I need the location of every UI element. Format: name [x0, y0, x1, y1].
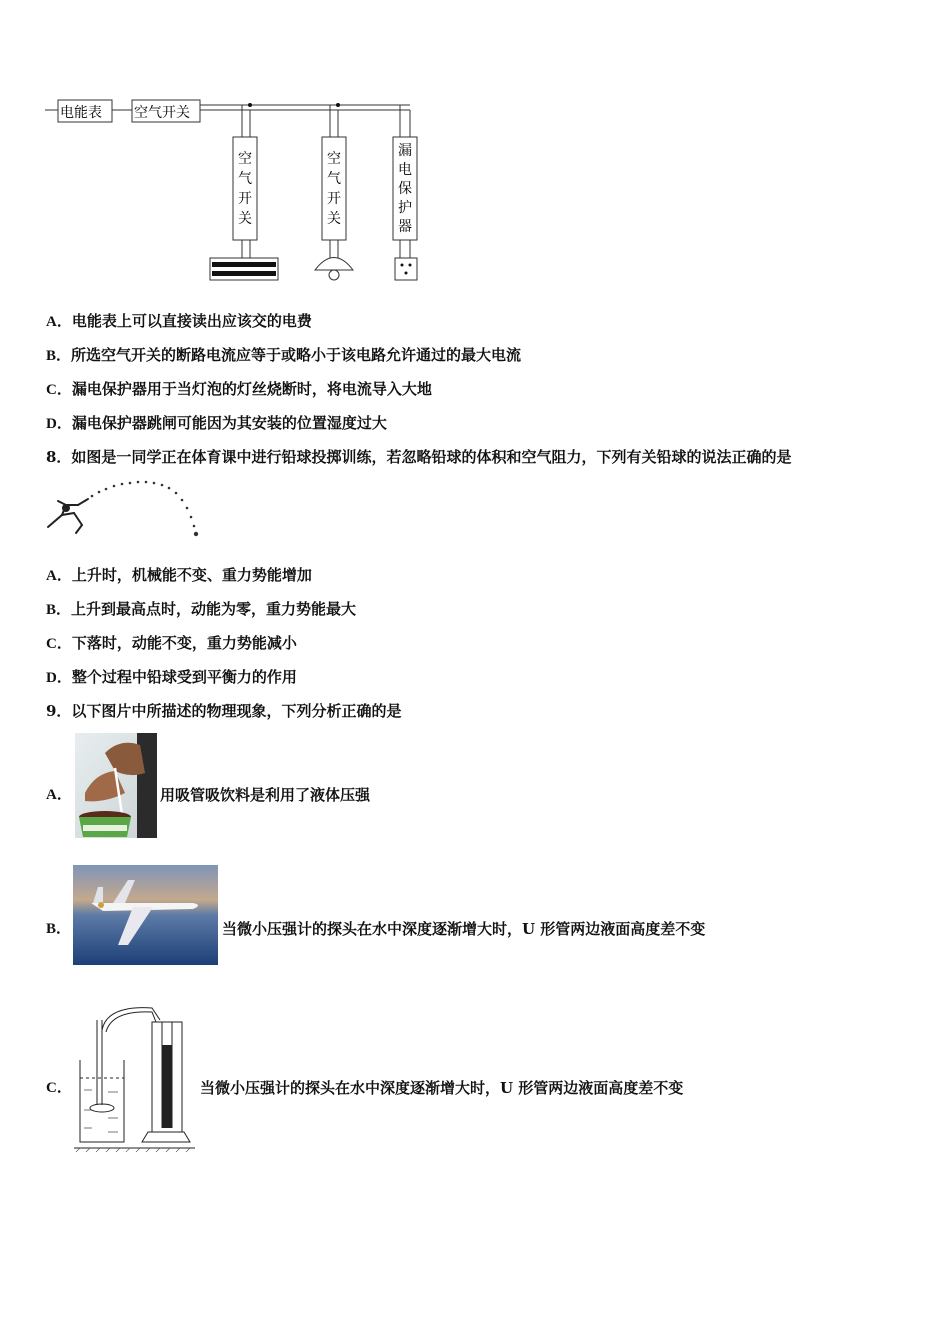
branch2-char: 空 — [327, 151, 341, 167]
q9-option-a-letter: A． — [46, 787, 72, 803]
q7-option-a: A．电能表上可以直接读出应该交的电费 — [46, 312, 312, 330]
q9-option-a-text: 用吸管吸饮料是利用了液体压强 — [160, 786, 371, 804]
branch2-char: 气 — [327, 171, 341, 187]
q7-option-d: D．漏电保护器跳闸可能因为其安装的位置湿度过大 — [46, 414, 387, 432]
branch3-char: 器 — [398, 219, 412, 235]
q9-option-b-text: 当微小压强计的探头在水中深度逐渐增大时，U 形管两边液面高度差不变 — [222, 920, 706, 938]
branch2-char: 开 — [327, 191, 341, 207]
q9-option-b-letter: B． — [46, 921, 72, 937]
branch2-char: 关 — [327, 211, 341, 227]
q7-option-c: C．漏电保护器用于当灯泡的灯丝烧断时，将电流导入大地 — [46, 380, 432, 398]
manometer-figure — [72, 1000, 197, 1155]
branch1-char: 开 — [238, 191, 252, 207]
branch1-char: 气 — [238, 171, 252, 187]
q8-option-b: B．上升到最高点时，动能为零，重力势能最大 — [46, 600, 357, 618]
q8-option-c: C．下落时，动能不变，重力势能减小 — [46, 634, 297, 652]
q9-option-c-text: 当微小压强计的探头在水中深度逐渐增大时，U 形管两边液面高度差不变 — [200, 1079, 684, 1097]
q9-option-c-letter: C． — [46, 1080, 72, 1096]
q9-stem: 9．以下图片中所描述的物理现象，下列分析正确的是 — [46, 702, 402, 720]
main-switch-label: 空气开关 — [134, 105, 190, 121]
q8-option-d: D．整个过程中铅球受到平衡力的作用 — [46, 668, 297, 686]
branch3-char: 电 — [398, 162, 412, 178]
branch3-char: 护 — [398, 200, 412, 216]
branch3-char: 保 — [398, 181, 412, 197]
q8-option-a: A．上升时，机械能不变、重力势能增加 — [46, 566, 312, 584]
q8-stem: 8．如图是一同学正在体育课中进行铅球投掷训练，若忽略铅球的体积和空气阻力，下列有关铅球的说法正确的是 — [46, 448, 792, 466]
branch3-char: 漏 — [398, 143, 412, 159]
branch1-char: 关 — [238, 211, 252, 227]
circuit-diagram — [40, 95, 440, 290]
airplane-photo — [73, 865, 218, 965]
shot-put-figure — [44, 475, 204, 543]
branch1-char: 空 — [238, 151, 252, 167]
q7-option-b: B．所选空气开关的断路电流应等于或略小于该电路允许通过的最大电流 — [46, 346, 522, 364]
meter-label: 电能表 — [60, 105, 102, 121]
straw-photo — [75, 733, 157, 838]
